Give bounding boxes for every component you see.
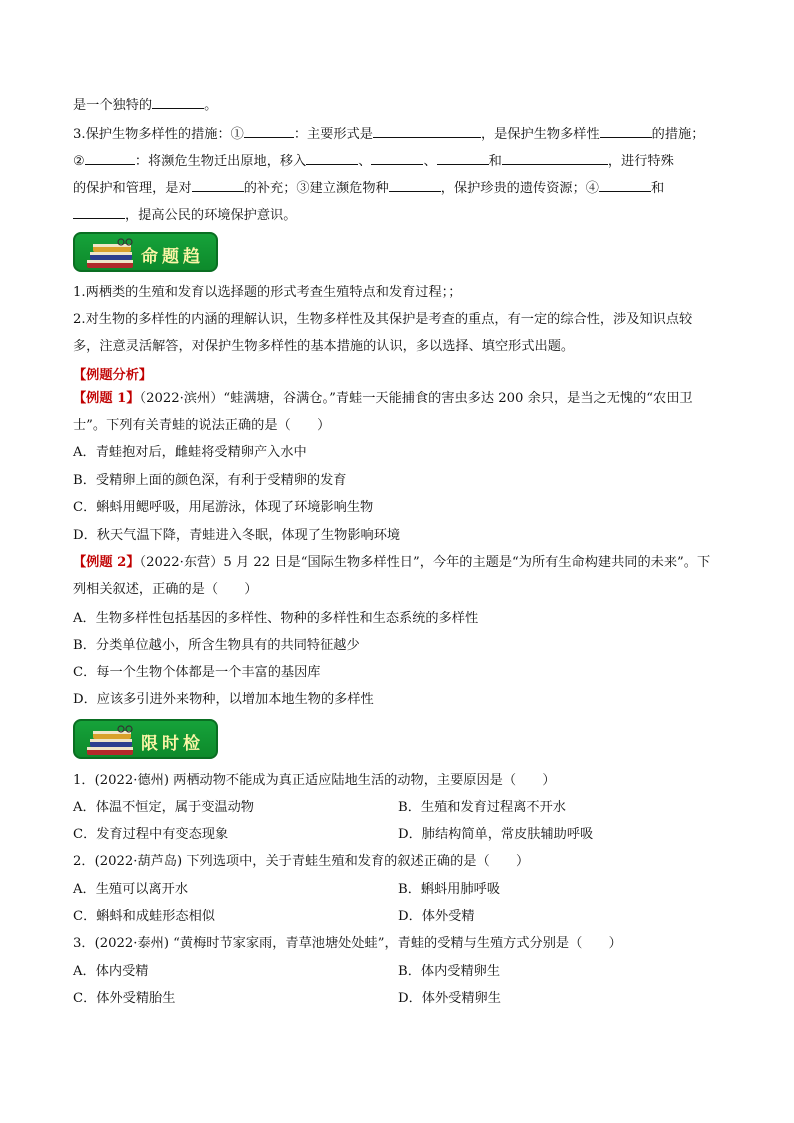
text: ，提高公民的环境保护意识。 xyxy=(125,208,297,223)
example-tag: 【例题 1】 xyxy=(73,391,140,406)
answer-blank[interactable] xyxy=(306,150,358,165)
answer-blank[interactable] xyxy=(244,123,294,138)
badge-label: 限时检 xyxy=(141,734,204,754)
answer-blank[interactable] xyxy=(192,177,244,192)
question-2-option-a[interactable]: A．生殖可以离开水 xyxy=(73,882,189,897)
answer-blank[interactable] xyxy=(502,150,608,165)
trend-line-3: 多，注意灵活解答，对保护生物多样性的基本措施的认识，多以选择、填空形式出题。 xyxy=(73,339,575,354)
question-2-option-c[interactable]: C．蝌蚪和成蛙形态相似 xyxy=(73,909,215,924)
question-1-option-d[interactable]: D．肺结构简单，常皮肤辅助呼吸 xyxy=(398,827,594,842)
question-2-option-b[interactable]: B．蝌蚪用肺呼吸 xyxy=(398,882,501,897)
text: ：将濒危生物迁出原地，移入 xyxy=(134,154,307,169)
example-2-option-a[interactable]: A．生物多样性包括基因的多样性、物种的多样性和生态系统的多样性 xyxy=(73,611,479,626)
example-1-option-c[interactable]: C．蝌蚪用鳃呼吸，用尾游泳，体现了环境影响生物 xyxy=(73,500,374,515)
text: ，进行特殊 xyxy=(607,154,674,169)
fill-line-2 xyxy=(73,123,704,144)
text: 、 xyxy=(358,154,372,169)
text: ：主要形式是 xyxy=(293,127,373,142)
answer-blank[interactable] xyxy=(373,123,481,138)
example-2-option-b[interactable]: B．分类单位越小，所含生物具有的共同特征越少 xyxy=(73,638,360,653)
books-icon xyxy=(83,238,139,270)
fill-line-3 xyxy=(73,150,674,171)
example-1-stem-cont: 士”。下列有关青蛙的说法正确的是（ ） xyxy=(73,418,331,433)
section-badge-trend xyxy=(73,232,218,272)
example-2-stem xyxy=(73,554,710,572)
example-2-stem-cont: 列相关叙述，正确的是（ ） xyxy=(73,582,258,597)
text: 的措施； xyxy=(651,127,705,142)
section-badge-quiz xyxy=(73,719,218,759)
question-1-option-a[interactable]: A．体温不恒定，属于变温动物 xyxy=(73,800,254,815)
question-1-option-b[interactable]: B．生殖和发育过程离不开水 xyxy=(398,800,566,815)
question-2-option-d[interactable]: D．体外受精 xyxy=(398,909,475,924)
trend-line-2: 2.对生物的多样性的内涵的理解认识，生物多样性及其保护是考查的重点，有一定的综合性，涉及知识点较 xyxy=(73,312,693,327)
example-1-option-a[interactable]: A．青蛙抱对后，雌蛙将受精卵产入水中 xyxy=(73,445,307,460)
badge-label: 命题趋 xyxy=(141,247,204,267)
text: （2022·东营）5 月 22 日是“国际生物多样性日”，今年的主题是“为所有生命构建共同的未来”。下 xyxy=(139,555,711,570)
text: 的补充；③建立濒危物种 xyxy=(243,181,389,196)
example-2-option-d[interactable]: D．应该多引进外来物种，以增加本地生物的多样性 xyxy=(73,692,374,707)
text: 。 xyxy=(204,98,218,113)
text: ，是保护生物多样性 xyxy=(480,127,600,142)
text: 、 xyxy=(423,154,437,169)
example-header: 【例题分析】 xyxy=(73,368,153,383)
text: 是一个独特的 xyxy=(73,98,153,113)
fill-line-1 xyxy=(73,94,217,115)
answer-blank[interactable] xyxy=(437,150,489,165)
text: （2022·滨州）“蛙满塘，谷满仓。”青蛙一天能捕食的害虫多达 200 余只，是当之无愧的“农田卫 xyxy=(139,391,693,406)
answer-blank[interactable] xyxy=(371,150,423,165)
text: 3.保护生物多样性的措施：① xyxy=(73,127,244,142)
text: 和 xyxy=(488,154,502,169)
question-1-stem: 1．(2022·德州) 两栖动物不能成为真正适应陆地生活的动物，主要原因是（ ） xyxy=(73,773,556,788)
question-3-option-c[interactable]: C．体外受精胎生 xyxy=(73,991,176,1006)
answer-blank[interactable] xyxy=(152,94,204,109)
text: ，保护珍贵的遗传资源；④ xyxy=(440,181,599,196)
question-3-option-b[interactable]: B．体内受精卵生 xyxy=(398,964,501,979)
example-tag: 【例题 2】 xyxy=(73,555,140,570)
example-1-option-b[interactable]: B．受精卵上面的颜色深，有利于受精卵的发育 xyxy=(73,473,347,488)
answer-blank[interactable] xyxy=(599,177,651,192)
text: 和 xyxy=(651,181,665,196)
answer-blank[interactable] xyxy=(73,204,125,219)
fill-line-5 xyxy=(73,204,296,225)
text: ② xyxy=(73,154,85,169)
question-1-option-c[interactable]: C．发育过程中有变态现象 xyxy=(73,827,229,842)
text: 的保护和管理，是对 xyxy=(73,181,192,196)
question-3-stem: 3．(2022·泰州) “黄梅时节家家雨，青草池塘处处蛙”，青蛙的受精与生殖方式分别是（ ） xyxy=(73,936,622,951)
trend-line-1: 1.两栖类的生殖和发育以选择题的形式考查生殖特点和发育过程；； xyxy=(73,285,462,300)
books-icon xyxy=(83,725,139,757)
example-1-stem xyxy=(73,390,693,408)
fill-line-4 xyxy=(73,177,664,198)
answer-blank[interactable] xyxy=(600,123,652,138)
answer-blank[interactable] xyxy=(85,150,135,165)
example-1-option-d[interactable]: D．秋天气温下降，青蛙进入冬眠，体现了生物影响环境 xyxy=(73,528,401,543)
example-2-option-c[interactable]: C．每一个生物个体都是一个丰富的基因库 xyxy=(73,665,321,680)
question-3-option-d[interactable]: D．体外受精卵生 xyxy=(398,991,501,1006)
question-3-option-a[interactable]: A．体内受精 xyxy=(73,964,149,979)
answer-blank[interactable] xyxy=(389,177,441,192)
question-2-stem: 2．(2022·葫芦岛) 下列选项中，关于青蛙生殖和发育的叙述正确的是（ ） xyxy=(73,854,530,869)
